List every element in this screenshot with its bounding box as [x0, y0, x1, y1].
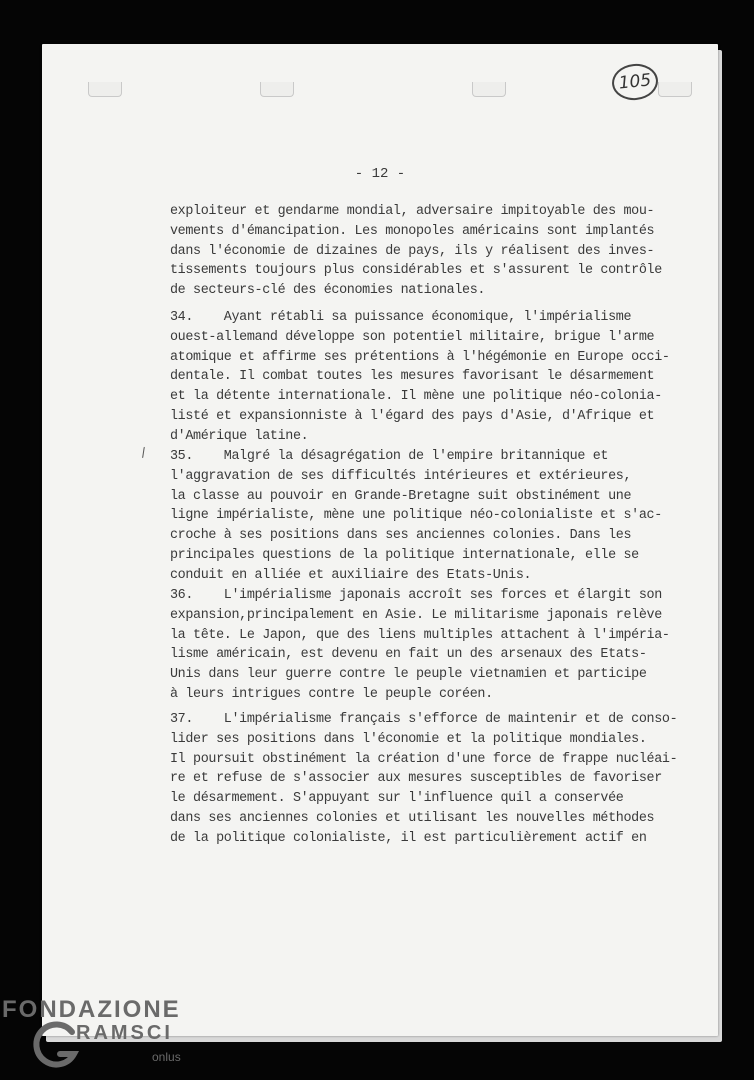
text-line: de secteurs-clé des économies nationales. — [170, 283, 486, 299]
staple-mark — [88, 82, 122, 97]
text-line: 35. Malgré la désagrégation de l'empire britannique et — [170, 449, 609, 464]
staple-mark — [658, 82, 692, 97]
text-line: exploiteur et gendarme mondial, adversaire impitoyable des mou- — [170, 204, 655, 219]
document-page — [42, 44, 718, 1036]
text-line: à leurs intrigues contre le peuple coréen. — [170, 686, 493, 702]
text-line: d'Amérique latine. — [170, 428, 309, 444]
text-line: 37. L'impérialisme français s'efforce de maintenir et de conso- — [170, 712, 678, 727]
watermark-logo — [2, 996, 192, 1080]
text-line: dentale. Il combat toutes les mesures favorisant le désarmement — [170, 369, 655, 385]
text-line: Unis dans leur guerre contre le peuple vietnamien et participe — [170, 667, 647, 683]
paragraph-34 — [170, 308, 670, 447]
margin-annotation: / — [137, 445, 151, 462]
logo-suffix: onlus — [152, 1050, 181, 1064]
paragraph-intro — [170, 202, 670, 301]
text-line: dans l'économie de dizaines de pays, ils y réalisent des inves- — [170, 243, 655, 259]
logo-g-icon — [32, 1020, 82, 1070]
text-line: conduit en alliée et auxiliaire des Etats-Unis. — [170, 567, 532, 583]
text-line: le désarmement. S'appuyant sur l'influence quil a conservée — [170, 791, 624, 807]
text-line: l'aggravation de ses difficultés intérieures et extérieures, — [170, 468, 632, 484]
text-line: et la détente internationale. Il mène une politique néo-colonia- — [170, 389, 662, 405]
text-line: ouest-allemand développe son potentiel militaire, brigue l'arme — [170, 329, 655, 345]
text-line: re et refuse de s'associer aux mesures susceptibles de favoriser — [170, 771, 662, 787]
archive-number-stamp: 105 — [610, 62, 660, 103]
text-line: lider ses positions dans l'économie et la politique mondiales. — [170, 731, 647, 747]
paragraph-36 — [170, 586, 670, 705]
paragraph-35 — [170, 447, 670, 586]
text-line: atomique et affirme ses prétentions à l'hégémonie en Europe occi- — [170, 349, 670, 365]
text-line: lisme américain, est devenu en fait un des arsenaux des Etats- — [170, 647, 647, 663]
text-line: 36. L'impérialisme japonais accroît ses forces et élargit son — [170, 588, 662, 603]
paragraph-37 — [170, 710, 678, 849]
text-line: vements d'émancipation. Les monopoles américains sont implantés — [170, 223, 655, 239]
text-line: principales questions de la politique internationale, elle se — [170, 547, 639, 563]
text-line: la tête. Le Japon, que des liens multiples attachent à l'impéria- — [170, 627, 670, 643]
text-line: dans ses anciennes colonies et utilisant les nouvelles méthodes — [170, 810, 655, 826]
text-line: de la politique colonialiste, il est particulièrement actif en — [170, 830, 647, 846]
logo-text-bottom: RAMSCI — [76, 1022, 173, 1044]
text-line: listé et expansionniste à l'égard des pays d'Asie, d'Afrique et — [170, 408, 655, 424]
text-line: ligne impérialiste, mène une politique néo-colonialiste et s'ac- — [170, 508, 662, 524]
staple-mark — [472, 82, 506, 97]
text-line: tissements toujours plus considérables et s'assurent le contrôle — [170, 263, 662, 279]
text-line: 34. Ayant rétabli sa puissance économique, l'impérialisme — [170, 310, 632, 325]
logo-text-top: FONDAZIONE — [2, 996, 181, 1023]
staple-mark — [260, 82, 294, 97]
text-line: Il poursuit obstinément la création d'une force de frappe nucléai- — [170, 751, 678, 767]
text-line: la classe au pouvoir en Grande-Bretagne suit obstinément une — [170, 488, 632, 504]
text-line: croche à ses positions dans ses anciennes colonies. Dans les — [170, 528, 632, 544]
text-line: expansion,principalement en Asie. Le militarisme japonais relève — [170, 607, 662, 623]
page-number: - 12 - — [354, 166, 406, 182]
